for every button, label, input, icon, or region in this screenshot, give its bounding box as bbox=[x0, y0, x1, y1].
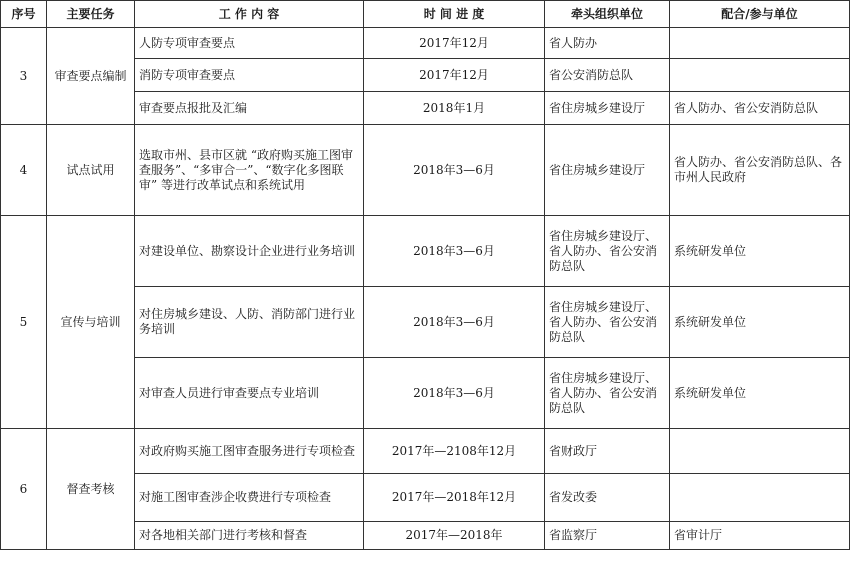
row-time: 2017年—2108年12月 bbox=[364, 429, 545, 474]
row-coop: 省审计厅 bbox=[670, 522, 850, 550]
row-content: 对施工图审查涉企收费进行专项检查 bbox=[135, 474, 364, 522]
row-coop: 省人防办、省公安消防总队 bbox=[670, 92, 850, 125]
row-coop: 系统研发单位 bbox=[670, 287, 850, 358]
row-content: 审查要点报批及汇编 bbox=[135, 92, 364, 125]
row-lead: 省住房城乡建设厅、省人防办、省公安消防总队 bbox=[545, 287, 670, 358]
row-time: 2018年3—6月 bbox=[364, 125, 545, 216]
row-coop bbox=[670, 474, 850, 522]
group-number: 3 bbox=[1, 28, 47, 125]
row-time: 2018年3—6月 bbox=[364, 358, 545, 429]
table-row bbox=[1, 125, 850, 216]
row-coop: 系统研发单位 bbox=[670, 358, 850, 429]
row-lead: 省人防办 bbox=[545, 28, 670, 59]
table-row bbox=[1, 216, 850, 287]
row-lead: 省财政厅 bbox=[545, 429, 670, 474]
row-content: 选取市州、县市区就 “政府购买施工图审查服务”、“多审合一”、“数字化多图联审” 等进行改革试点和系统试用 bbox=[135, 125, 364, 216]
row-content: 消防专项审查要点 bbox=[135, 59, 364, 92]
row-coop bbox=[670, 28, 850, 59]
row-content: 人防专项审查要点 bbox=[135, 28, 364, 59]
row-coop bbox=[670, 59, 850, 92]
row-lead: 省住房城乡建设厅 bbox=[545, 92, 670, 125]
row-content: 对建设单位、勘察设计企业进行业务培训 bbox=[135, 216, 364, 287]
header-content: 工 作 内 容 bbox=[135, 1, 364, 28]
row-content: 对住房城乡建设、人防、消防部门进行业务培训 bbox=[135, 287, 364, 358]
table-row bbox=[1, 429, 850, 474]
row-coop: 系统研发单位 bbox=[670, 216, 850, 287]
header-coop: 配合/参与单位 bbox=[670, 1, 850, 28]
row-lead: 省公安消防总队 bbox=[545, 59, 670, 92]
row-time: 2017年—2018年12月 bbox=[364, 474, 545, 522]
row-time: 2017年12月 bbox=[364, 59, 545, 92]
row-coop bbox=[670, 429, 850, 474]
row-content: 对审查人员进行审查要点专业培训 bbox=[135, 358, 364, 429]
row-lead: 省住房城乡建设厅、省人防办、省公安消防总队 bbox=[545, 358, 670, 429]
row-content: 对政府购买施工图审查服务进行专项检查 bbox=[135, 429, 364, 474]
group-task: 审查要点编制 bbox=[47, 28, 135, 125]
group-task: 督查考核 bbox=[47, 429, 135, 550]
row-time: 2017年—2018年 bbox=[364, 522, 545, 550]
group-number: 5 bbox=[1, 216, 47, 429]
row-lead: 省住房城乡建设厅 bbox=[545, 125, 670, 216]
row-time: 2017年12月 bbox=[364, 28, 545, 59]
group-task: 试点试用 bbox=[47, 125, 135, 216]
header-no: 序号 bbox=[1, 1, 47, 28]
row-lead: 省发改委 bbox=[545, 474, 670, 522]
table-row bbox=[1, 28, 850, 59]
header-task: 主要任务 bbox=[47, 1, 135, 28]
row-time: 2018年1月 bbox=[364, 92, 545, 125]
row-lead: 省监察厅 bbox=[545, 522, 670, 550]
header-row bbox=[1, 1, 850, 28]
row-coop: 省人防办、省公安消防总队、各市州人民政府 bbox=[670, 125, 850, 216]
header-lead: 牵头组织单位 bbox=[545, 1, 670, 28]
group-number: 4 bbox=[1, 125, 47, 216]
group-task: 宣传与培训 bbox=[47, 216, 135, 429]
row-time: 2018年3—6月 bbox=[364, 287, 545, 358]
row-lead: 省住房城乡建设厅、省人防办、省公安消防总队 bbox=[545, 216, 670, 287]
group-number: 6 bbox=[1, 429, 47, 550]
header-time: 时 间 进 度 bbox=[364, 1, 545, 28]
row-content: 对各地相关部门进行考核和督查 bbox=[135, 522, 364, 550]
row-time: 2018年3—6月 bbox=[364, 216, 545, 287]
